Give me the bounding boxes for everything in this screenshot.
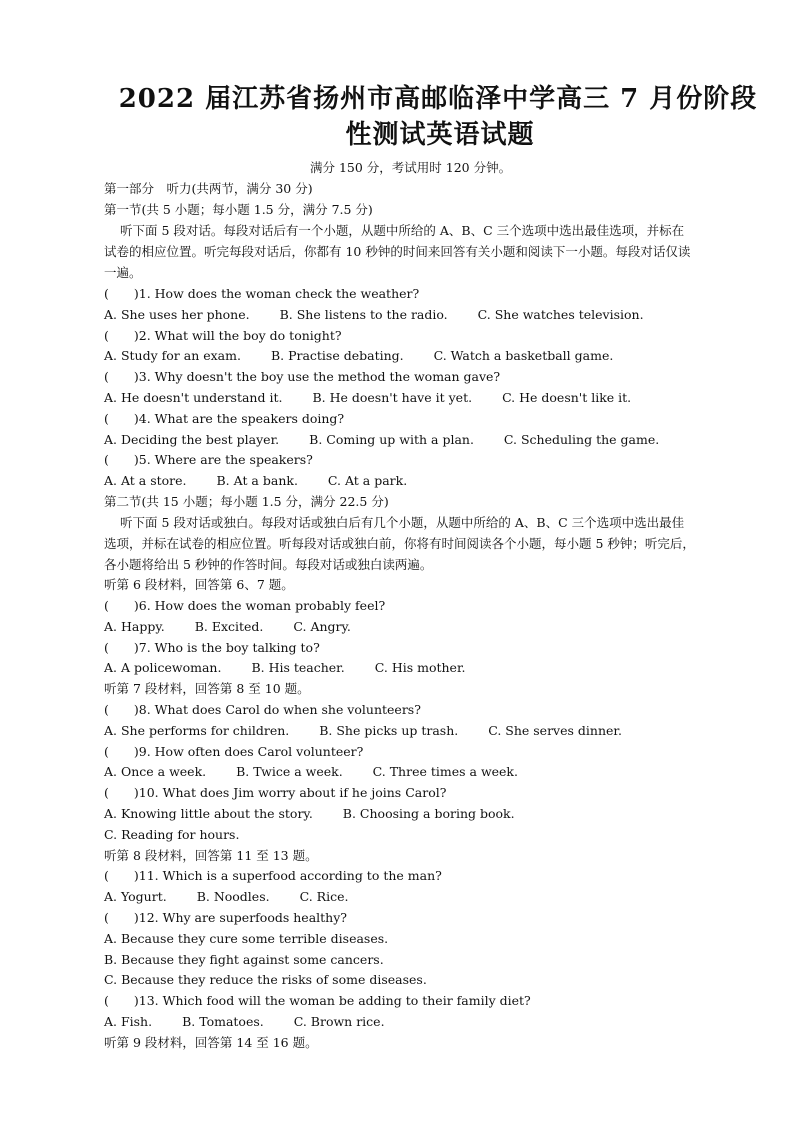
option-b: B. His teacher. [251,660,345,675]
option-a: A. Deciding the best player. [104,432,280,447]
instruction-line: 选项，并标在试卷的相应位置。听每段对话或独白前，你将有时间阅读各个小题，每小题 5 秒钟；听完后， [104,536,695,551]
option-b: B. He doesn't have it yet. [312,390,473,405]
option-b: B. She picks up trash. [319,723,459,738]
question-options [104,1012,385,1032]
option-b: B. Practise debating. [270,348,404,363]
option-b: B. Twice a week. [236,764,343,779]
option-b: B. Tomatoes. [182,1014,264,1029]
question-options [104,305,644,325]
option-a: A. Fish. [104,1014,153,1029]
option-a: A. Yogurt. [104,889,167,904]
question-options [104,388,631,408]
part-heading: 第一部分 听力(共两节，满分 30 分) [104,181,313,196]
option-b: B. At a bank. [216,473,298,488]
option-b: B. Noodles. [196,889,270,904]
instruction-line: 试卷的相应位置。听完每段对话后，你都有 10 秒钟的时间来回答有关小题和阅读下一小题。每段对话仅读 [104,244,691,259]
question-options [104,721,622,741]
question-options [104,471,407,491]
question-options [104,430,659,450]
section2-heading: 第二节(共 15 小题；每小题 1.5 分，满分 22.5 分) [104,494,389,509]
option-a: A. At a store. [104,473,187,488]
question-stem: ( )13. Which food will the woman be adding to their family diet? [104,993,531,1008]
question-stem: ( )5. Where are the speakers? [104,452,313,467]
option-c: C. At a park. [327,473,408,488]
question-stem: ( )6. How does the woman probably feel? [104,598,386,613]
question-options [104,658,466,678]
exam-title-line2: 性测试英语试题 [345,120,535,150]
option-c: C. His mother. [374,660,466,675]
question-stem: ( )12. Why are superfoods healthy? [104,910,347,925]
option-c: C. She watches television. [477,307,644,322]
option-b: B. Because they fight against some cancers. [104,952,384,967]
exam-title-line1: 2022 届江苏省扬州市高邮临泽中学高三 7 月份阶段 [118,84,758,114]
option-c: C. Rice. [299,889,349,904]
option-a: A. Study for an exam. [104,348,241,363]
option-c: C. He doesn't like it. [502,390,632,405]
question-options [104,887,348,907]
option-b: B. Coming up with a plan. [309,432,474,447]
option-c: C. Watch a basketball game. [433,348,614,363]
option-c: C. She serves dinner. [488,723,622,738]
question-stem: ( )10. What does Jim worry about if he joins Carol? [104,785,447,800]
option-a: A. Once a week. [104,764,207,779]
material-heading: 听第 7 段材料，回答第 8 至 10 题。 [104,681,310,696]
option-c: C. Because they reduce the risks of some diseases. [104,972,427,987]
option-c: C. Angry. [293,619,351,634]
option-a: A. She performs for children. [104,723,290,738]
option-a: A. He doesn't understand it. [104,390,283,405]
material-heading: 听第 6 段材料，回答第 6、7 题。 [104,577,294,592]
option-c: C. Reading for hours. [104,827,240,842]
instruction-line: 一遍。 [104,265,142,280]
option-c: C. Three times a week. [372,764,518,779]
option-c: C. Scheduling the game. [503,432,660,447]
question-options [104,346,613,366]
section1-heading: 第一节(共 5 小题；每小题 1.5 分，满分 7.5 分) [104,202,373,217]
material-heading: 听第 9 段材料，回答第 14 至 16 题。 [104,1035,318,1050]
question-stem: ( )3. Why doesn't the boy use the method the woman gave? [104,369,501,384]
option-b: B. She listens to the radio. [279,307,448,322]
question-options [104,804,515,824]
question-stem: ( )11. Which is a superfood according to the man? [104,868,442,883]
material-heading: 听第 8 段材料，回答第 11 至 13 题。 [104,848,318,863]
question-stem: ( )2. What will the boy do tonight? [104,328,342,343]
option-a: A. Because they cure some terrible diseases. [104,931,389,946]
question-options [104,617,351,637]
question-stem: ( )7. Who is the boy talking to? [104,640,320,655]
option-a: A. She uses her phone. [104,307,250,322]
option-a: A. Knowing little about the story. [104,806,313,821]
option-a: A. Happy. [104,619,165,634]
question-stem: ( )8. What does Carol do when she volunteers? [104,702,421,717]
question-stem: ( )4. What are the speakers doing? [104,411,345,426]
exam-subtitle: 满分 150 分，考试用时 120 分钟。 [310,160,512,175]
instruction-line: 听下面 5 段对话。每段对话后有一个小题，从题中所给的 A、B、C 三个选项中选出最佳选项，并标在 [120,223,685,238]
option-b: B. Excited. [194,619,264,634]
question-stem: ( )1. How does the woman check the weather? [104,286,420,301]
option-c: C. Brown rice. [293,1014,385,1029]
question-stem: ( )9. How often does Carol volunteer? [104,744,364,759]
instruction-line: 听下面 5 段对话或独白。每段对话或独白后有几个小题，从题中所给的 A、B、C 三个选项中选出最佳 [120,515,685,530]
option-b: B. Choosing a boring book. [342,806,515,821]
question-options [104,762,518,782]
option-a: A. A policewoman. [104,660,222,675]
instruction-line: 各小题将给出 5 秒钟的作答时间。每段对话或独白读两遍。 [104,557,433,572]
